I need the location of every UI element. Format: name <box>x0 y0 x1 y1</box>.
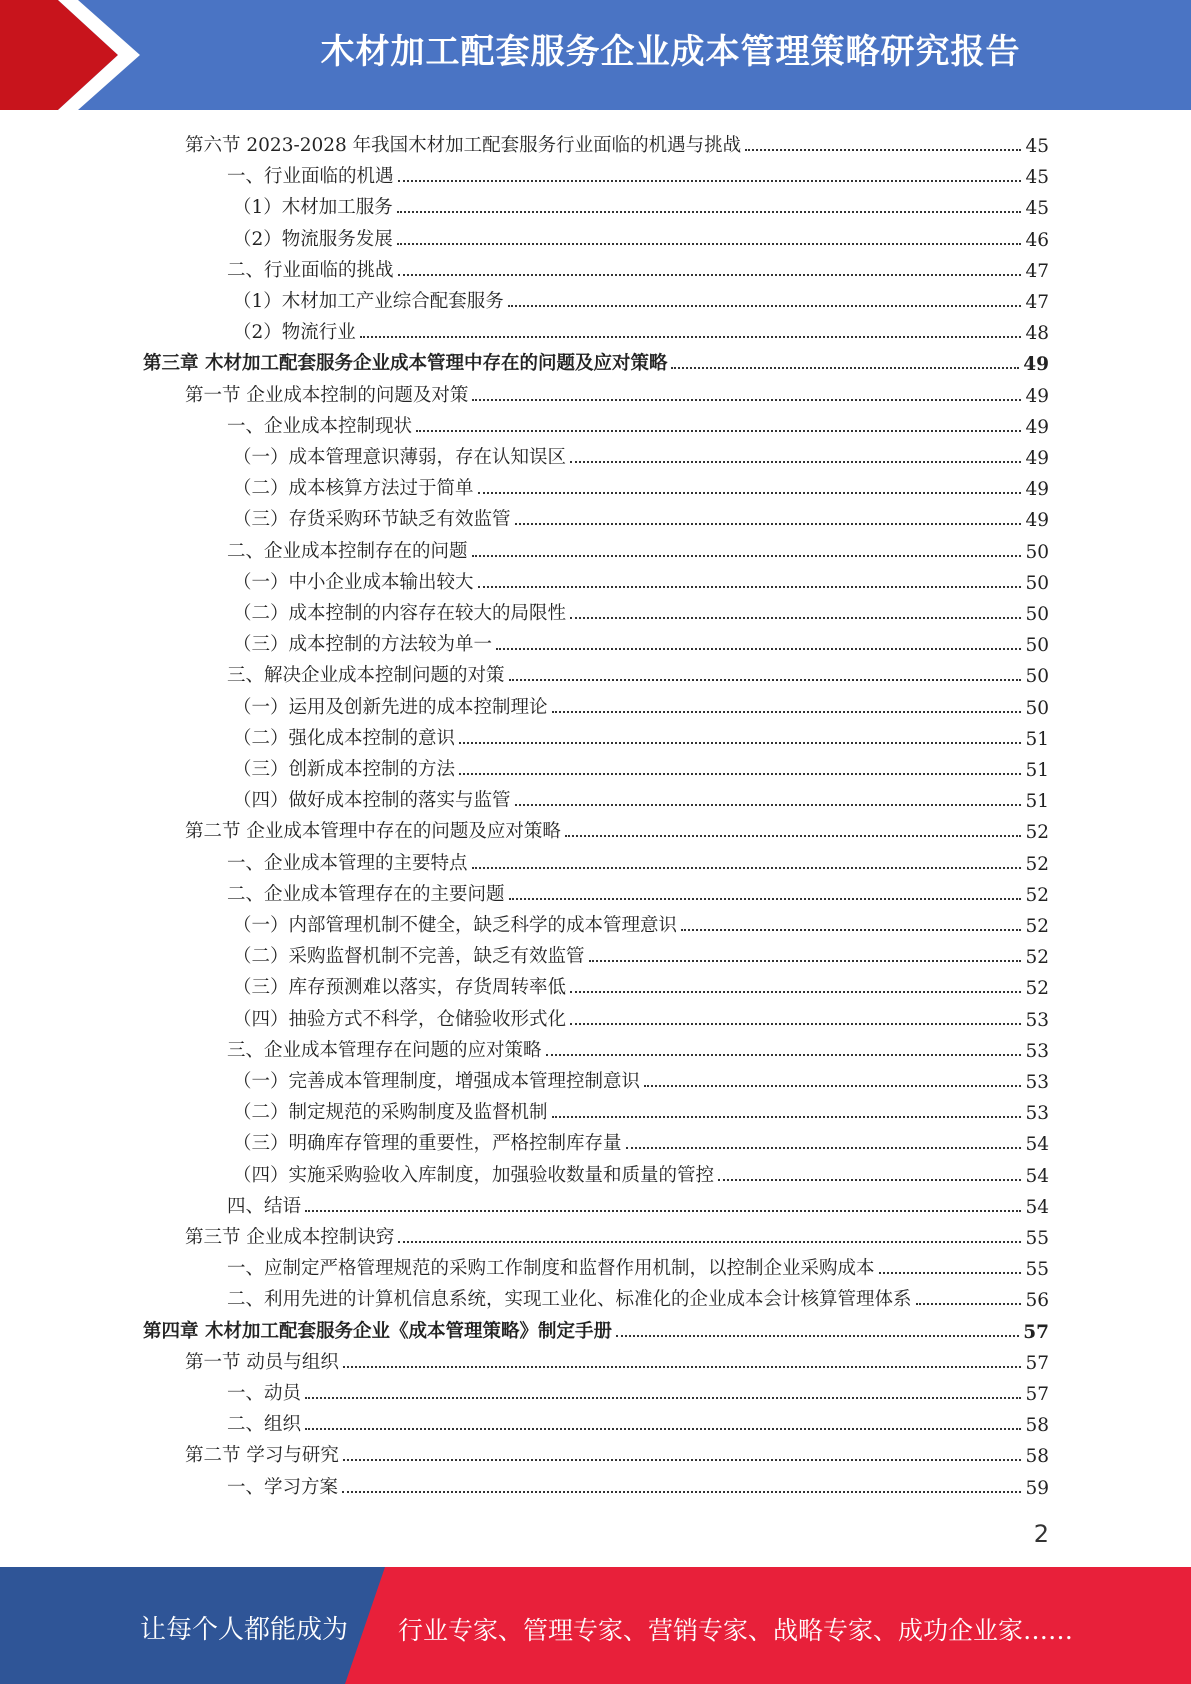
toc-entry-title: （二）强化成本控制的意识 <box>233 727 456 749</box>
toc-entry-title: （四）做好成本控制的落实与监管 <box>233 790 511 812</box>
toc-entry-page: 53 <box>1025 1040 1049 1062</box>
toc-entry[interactable] <box>185 1437 1049 1467</box>
toc-entry-title: （二）制定规范的采购制度及监督机制 <box>233 1102 548 1124</box>
toc-entry-title: （一）运用及创新先进的成本控制理论 <box>233 696 548 718</box>
toc-entry-page: 52 <box>1025 884 1049 906</box>
toc-entry[interactable] <box>233 720 1049 750</box>
toc-leader-dots <box>398 1241 1021 1243</box>
toc-entry-title: （三）存货采购环节缺乏有效监管 <box>233 509 511 531</box>
toc-entry-title: （2）物流服务发展 <box>233 228 393 250</box>
toc-leader-dots <box>589 960 1022 962</box>
toc-entry-title: 二、组织 <box>227 1414 302 1436</box>
toc-entry-title: 一、应制定严格管理规范的采购工作制度和监督作用机制，以控制企业采购成本 <box>227 1258 875 1280</box>
toc-leader-dots <box>681 929 1021 931</box>
toc-leader-dots <box>552 711 1022 713</box>
toc-leader-dots <box>515 804 1022 806</box>
toc-entry[interactable] <box>233 1001 1049 1031</box>
toc-leader-dots <box>508 305 1022 307</box>
toc-entry-title: 二、利用先进的计算机信息系统，实现工业化、标准化的企业成本会计核算管理体系 <box>227 1289 912 1311</box>
toc-entry-page: 47 <box>1025 260 1049 282</box>
toc-leader-dots <box>459 742 1021 744</box>
toc-entry[interactable] <box>227 533 1049 563</box>
toc-leader-dots <box>398 180 1022 182</box>
header-banner <box>0 0 1191 110</box>
toc-entry[interactable] <box>185 377 1049 407</box>
toc-entry[interactable] <box>227 1281 1049 1311</box>
toc-entry-page: 49 <box>1023 354 1049 376</box>
toc-leader-dots <box>626 1147 1022 1149</box>
toc-entry[interactable] <box>233 907 1049 937</box>
toc-leader-dots <box>398 274 1022 276</box>
toc-entry[interactable] <box>227 158 1049 188</box>
toc-leader-dots <box>342 1491 1021 1493</box>
toc-leader-dots <box>397 243 1022 245</box>
toc-entry-title: 一、行业面临的机遇 <box>227 166 394 188</box>
toc-leader-dots <box>745 149 1021 151</box>
toc-leader-dots <box>478 492 1022 494</box>
toc-entry[interactable] <box>227 657 1049 687</box>
toc-entry[interactable] <box>233 470 1049 500</box>
toc-entry-page: 51 <box>1025 791 1049 813</box>
toc-entry-title: 二、企业成本管理存在的主要问题 <box>227 883 505 905</box>
toc-entry-page: 50 <box>1025 604 1049 625</box>
toc-entry-page: 48 <box>1025 323 1049 345</box>
toc-entry[interactable] <box>227 1188 1049 1218</box>
toc-leader-dots <box>360 336 1022 338</box>
toc-entry-page: 51 <box>1025 760 1049 781</box>
toc-entry[interactable] <box>185 813 1049 843</box>
toc-leader-dots <box>305 1397 1021 1399</box>
toc-entry-title: 第六节 2023-2028 年我国木材加工配套服务行业面临的机遇与挑战 <box>185 135 742 156</box>
toc-entry-page: 50 <box>1025 666 1049 688</box>
footer-slogan: 让每个人都能成为 <box>140 1615 349 1645</box>
toc-entry-title: （一）中小企业成本输出较大 <box>233 571 474 593</box>
toc-leader-dots <box>416 430 1021 432</box>
toc-leader-dots <box>459 773 1021 775</box>
toc-entry-page: 56 <box>1025 1290 1049 1312</box>
toc-entry[interactable] <box>233 189 1049 219</box>
toc-entry[interactable] <box>227 1032 1049 1062</box>
toc-entry-page: 53 <box>1025 1103 1049 1125</box>
toc-entry[interactable] <box>233 1094 1049 1124</box>
toc-entry-page: 50 <box>1025 541 1049 563</box>
footer-roles: 行业专家、管理专家、营销专家、战略专家、成功企业家…… <box>398 1616 1074 1645</box>
toc-entry-title: （一）完善成本管理制度，增强成本管理控制意识 <box>233 1071 641 1092</box>
toc-leader-dots <box>570 461 1021 463</box>
toc-entry[interactable] <box>233 439 1049 469</box>
toc-entry-page: 57 <box>1025 1384 1049 1405</box>
toc-entry-title: （四）实施采购验收入库制度，加强验收数量和质量的管控 <box>233 1164 715 1186</box>
toc-entry[interactable] <box>233 283 1049 313</box>
toc-entry[interactable] <box>227 1406 1049 1436</box>
toc-entry[interactable] <box>233 969 1049 999</box>
toc-entry[interactable] <box>227 876 1049 906</box>
toc-entry-title: （一）成本管理意识薄弱，存在认知误区 <box>233 447 567 468</box>
toc-entry-title: 第三章 木材加工配套服务企业成本管理中存在的问题及应对策略 <box>143 353 668 375</box>
toc-entry-page: 49 <box>1025 385 1049 407</box>
toc-entry[interactable] <box>233 314 1049 344</box>
toc-entry-page: 49 <box>1025 448 1049 469</box>
toc-entry-title: （二）采购监督机制不完善，缺乏有效监管 <box>233 946 585 968</box>
toc-leader-dots <box>478 586 1022 588</box>
toc-entry-page: 45 <box>1025 167 1049 189</box>
toc-entry[interactable] <box>233 938 1049 968</box>
toc-entry[interactable] <box>233 1125 1049 1155</box>
toc-entry[interactable] <box>233 751 1049 781</box>
toc-entry-page: 52 <box>1025 853 1049 875</box>
toc-entry-page: 46 <box>1025 229 1049 251</box>
toc-leader-dots <box>570 991 1021 993</box>
toc-entry-page: 55 <box>1025 1228 1049 1249</box>
toc-entry-title: （二）成本控制的内容存在较大的局限性 <box>233 603 567 624</box>
toc-leader-dots <box>343 1366 1022 1368</box>
toc-leader-dots <box>472 399 1021 401</box>
toc-entry-page: 57 <box>1023 1321 1049 1343</box>
toc-entry-page: 45 <box>1025 136 1049 157</box>
toc-leader-dots <box>305 1210 1021 1212</box>
toc-entry-page: 50 <box>1025 572 1049 594</box>
toc-entry-title: （三）明确库存管理的重要性，严格控制库存量 <box>233 1133 622 1155</box>
toc-entry-title: 第一节 动员与组织 <box>185 1351 339 1373</box>
toc-entry-title: 一、动员 <box>227 1383 302 1404</box>
toc-entry-title: （2）物流行业 <box>233 322 356 344</box>
header-arrow-decoration <box>0 0 150 110</box>
toc-entry-page: 47 <box>1025 292 1049 313</box>
toc-entry-page: 53 <box>1025 1009 1049 1031</box>
toc-entry[interactable] <box>227 1375 1049 1405</box>
toc-leader-dots <box>570 617 1021 619</box>
toc-entry-page: 58 <box>1025 1415 1049 1437</box>
toc-entry-title: （四）抽验方式不科学，仓储验收形式化 <box>233 1008 567 1030</box>
toc-entry-page: 49 <box>1025 510 1049 532</box>
toc-entry-title: 第二节 企业成本管理中存在的问题及应对策略 <box>185 821 561 843</box>
document-title: 木材加工配套服务企业成本管理策略研究报告 <box>320 32 1021 72</box>
toc-entry-page: 49 <box>1025 479 1049 501</box>
toc-leader-dots <box>509 898 1022 900</box>
toc-entry[interactable] <box>233 689 1049 719</box>
toc-entry-title: 第四章 木材加工配套服务企业《成本管理策略》制定手册 <box>143 1320 612 1342</box>
toc-entry[interactable] <box>233 595 1049 625</box>
toc-entry-title: 二、行业面临的挑战 <box>227 259 394 281</box>
toc-entry-page: 54 <box>1025 1165 1049 1187</box>
toc-entry-page: 57 <box>1025 1352 1049 1374</box>
toc-entry-title: （三）成本控制的方法较为单一 <box>233 634 493 656</box>
toc-entry-page: 53 <box>1025 1072 1049 1093</box>
toc-entry-page: 59 <box>1025 1477 1049 1499</box>
toc-entry[interactable] <box>233 501 1049 531</box>
footer-banner <box>0 1567 1191 1684</box>
toc-entry[interactable] <box>143 345 1049 375</box>
toc-leader-dots <box>565 835 1022 837</box>
toc-entry-page: 55 <box>1025 1259 1049 1281</box>
toc-entry-title: （1）木材加工产业综合配套服务 <box>233 291 504 312</box>
toc-entry-title: 二、企业成本控制存在的问题 <box>227 540 468 562</box>
toc-entry-title: 四、结语 <box>227 1195 302 1217</box>
toc-entry-title: 一、学习方案 <box>227 1476 339 1498</box>
toc-leader-dots <box>644 1085 1021 1087</box>
toc-entry-title: 三、企业成本管理存在问题的应对策略 <box>227 1039 542 1061</box>
toc-entry-page: 50 <box>1025 697 1049 719</box>
toc-entry-title: （二）成本核算方法过于简单 <box>233 478 474 500</box>
toc-entry-title: （一）内部管理机制不健全，缺乏科学的成本管理意识 <box>233 915 678 936</box>
toc-leader-dots <box>397 211 1022 213</box>
toc-leader-dots <box>916 1303 1022 1305</box>
toc-entry-title: 第三节 企业成本控制诀窍 <box>185 1227 395 1248</box>
toc-entry-title: （1）木材加工服务 <box>233 197 393 219</box>
toc-leader-dots <box>546 1054 1022 1056</box>
toc-leader-dots <box>305 1428 1021 1430</box>
toc-entry-page: 54 <box>1025 1134 1049 1156</box>
toc-entry-page: 50 <box>1025 635 1049 657</box>
toc-leader-dots <box>472 555 1022 557</box>
toc-leader-dots <box>552 1116 1022 1118</box>
toc-entry-page: 58 <box>1025 1446 1049 1468</box>
toc-entry-title: 一、企业成本控制现状 <box>227 415 413 437</box>
toc-entry[interactable] <box>233 564 1049 594</box>
toc-entry[interactable] <box>185 1219 1049 1249</box>
toc-leader-dots <box>718 1179 1021 1181</box>
toc-entry-title: 三、解决企业成本控制问题的对策 <box>227 665 505 687</box>
toc-entry[interactable] <box>227 252 1049 282</box>
toc-entry[interactable] <box>143 1313 1049 1343</box>
toc-entry-page: 45 <box>1025 198 1049 220</box>
toc-leader-dots <box>472 867 1022 869</box>
toc-entry-title: 一、企业成本管理的主要特点 <box>227 852 468 874</box>
toc-leader-dots <box>570 1023 1021 1025</box>
toc-entry-title: 第二节 学习与研究 <box>185 1445 339 1467</box>
toc-leader-dots <box>671 367 1019 369</box>
page-number: 2 <box>1033 1520 1049 1548</box>
toc-entry[interactable] <box>233 221 1049 251</box>
toc-leader-dots <box>515 523 1022 525</box>
toc-entry-title: （三）创新成本控制的方法 <box>233 759 456 780</box>
toc-entry[interactable] <box>227 845 1049 875</box>
toc-entry-page: 51 <box>1025 728 1049 750</box>
toc-entry[interactable] <box>227 1250 1049 1280</box>
toc-entry[interactable] <box>233 626 1049 656</box>
toc-entry-page: 52 <box>1025 916 1049 937</box>
toc-leader-dots <box>496 648 1021 650</box>
toc-entry[interactable] <box>233 782 1049 812</box>
toc-entry-title: （三）库存预测难以落实，存货周转率低 <box>233 977 567 999</box>
toc-entry[interactable] <box>233 1157 1049 1187</box>
toc-entry[interactable] <box>185 127 1049 157</box>
toc-entry-page: 49 <box>1025 416 1049 438</box>
toc-leader-dots <box>343 1459 1022 1461</box>
toc-leader-dots <box>616 1335 1019 1337</box>
toc-entry-page: 52 <box>1025 822 1049 844</box>
toc-entry-page: 54 <box>1025 1196 1049 1218</box>
toc-entry[interactable] <box>227 1469 1049 1499</box>
toc-leader-dots <box>509 679 1022 681</box>
toc-entry[interactable] <box>185 1344 1049 1374</box>
toc-entry-page: 52 <box>1025 978 1049 1000</box>
toc-entry-title: 第一节 企业成本控制的问题及对策 <box>185 384 469 406</box>
toc-entry-page: 52 <box>1025 947 1049 969</box>
toc-entry[interactable] <box>227 408 1049 438</box>
toc-leader-dots <box>879 1272 1022 1274</box>
toc-entry[interactable] <box>233 1063 1049 1093</box>
